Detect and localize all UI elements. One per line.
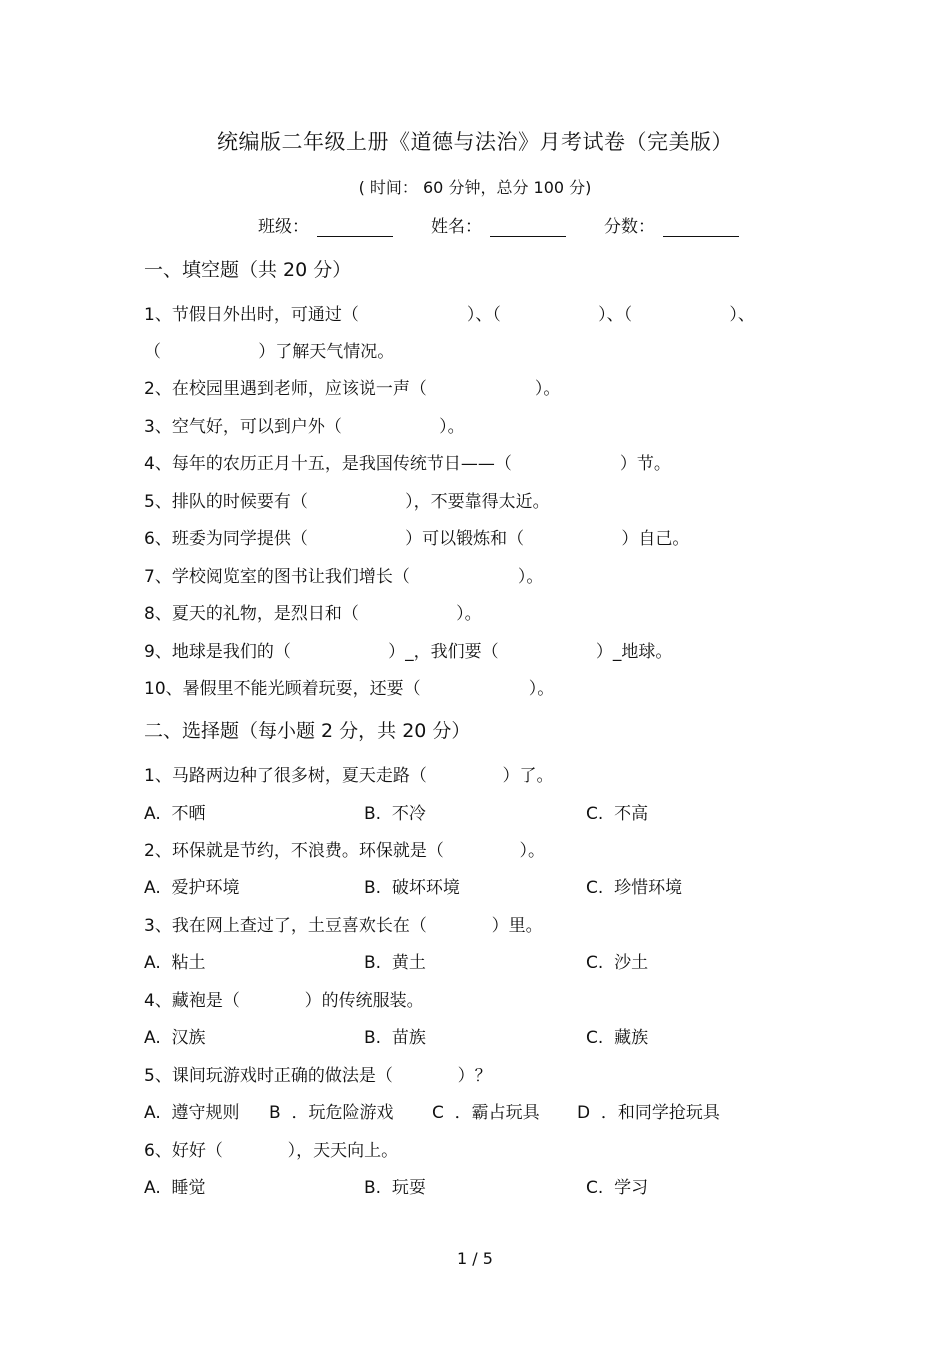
name-label: 姓名： — [431, 217, 482, 237]
choice-option: C. 藏族 — [586, 1028, 649, 1048]
name-field — [431, 212, 566, 237]
choice-option: A. 睡觉 — [144, 1178, 206, 1198]
class-field — [258, 212, 393, 237]
class-blank — [317, 216, 393, 237]
name-blank — [490, 216, 566, 237]
choice-option: C ．霸占玩具 — [432, 1103, 540, 1123]
fill-question-5: 5、排队的时候要有（ ），不要靠得太近。 — [144, 492, 550, 512]
choice-option: A. 汉族 — [144, 1028, 206, 1048]
choice-option: C. 学习 — [586, 1178, 649, 1198]
choice-option: B. 玩耍 — [364, 1178, 426, 1198]
fill-question-6: 6、班委为同学提供（ ）可以锻炼和（ ）自己。 — [144, 529, 690, 549]
choice-option: A. 不晒 — [144, 804, 206, 824]
fill-question-8: 8、夏天的礼物，是烈日和（ ）。 — [144, 604, 482, 624]
choice-option: A. 遵守规则 — [144, 1103, 240, 1123]
choice-option: C. 沙土 — [586, 953, 649, 973]
choice-option: C. 珍惜环境 — [586, 878, 683, 898]
choice-option: D ．和同学抢玩具 — [577, 1103, 720, 1123]
choice-question-5: 5、课间玩游戏时正确的做法是（ ）？ — [144, 1066, 492, 1086]
score-field — [604, 212, 739, 237]
fill-question-2: 2、在校园里遇到老师，应该说一声（ ）。 — [144, 379, 561, 399]
choice-option: A. 粘土 — [144, 953, 206, 973]
exam-subtitle: ( 时间： 60 分钟，总分 100 分) — [358, 178, 592, 197]
section2-header: 二、选择题（每小题 2 分，共 20 分） — [144, 720, 471, 742]
choice-option: B. 苗族 — [364, 1028, 426, 1048]
fill-question-4: 4、每年的农历正月十五，是我国传统节日——（ ）节。 — [144, 454, 671, 474]
choice-option: A. 爱护环境 — [144, 878, 240, 898]
choice-option: B. 破坏环境 — [364, 878, 460, 898]
exam-title: 统编版二年级上册《道德与法治》月考试卷（完美版） — [217, 130, 733, 154]
choice-option: B. 不冷 — [364, 804, 426, 824]
fill-question-3: 3、空气好，可以到户外（ ）。 — [144, 417, 465, 437]
page-number: 1 / 5 — [457, 1249, 493, 1268]
choice-option: B ．玩危险游戏 — [269, 1103, 394, 1123]
choice-question-1: 1、马路两边种了很多树，夏天走路（ ）了。 — [144, 766, 554, 786]
choice-question-4: 4、藏袍是（ ）的传统服装。 — [144, 991, 424, 1011]
score-label: 分数： — [604, 217, 655, 237]
section1-header: 一、填空题（共 20 分） — [144, 259, 352, 281]
fill-question-1b: （ ）了解天气情况。 — [144, 342, 395, 362]
fill-question-7: 7、学校阅览室的图书让我们增长（ ）。 — [144, 567, 544, 587]
choice-option: C. 不高 — [586, 804, 649, 824]
choice-question-3: 3、我在网上查过了，土豆喜欢长在（ ）里。 — [144, 916, 543, 936]
choice-option: B. 黄土 — [364, 953, 426, 973]
score-blank — [663, 216, 739, 237]
fill-question-1a: 1、节假日外出时，可通过（ ）、（ ）、（ ）、 — [144, 305, 755, 325]
fill-question-9: 9、地球是我们的（ ）_，我们要（ ）_地球。 — [144, 642, 673, 662]
class-label: 班级： — [258, 217, 309, 237]
choice-question-6: 6、好好（ ），天天向上。 — [144, 1141, 399, 1161]
fill-question-10: 10、暑假里不能光顾着玩耍，还要（ ）。 — [144, 679, 555, 699]
choice-question-2: 2、环保就是节约，不浪费。环保就是（ ）。 — [144, 841, 545, 861]
